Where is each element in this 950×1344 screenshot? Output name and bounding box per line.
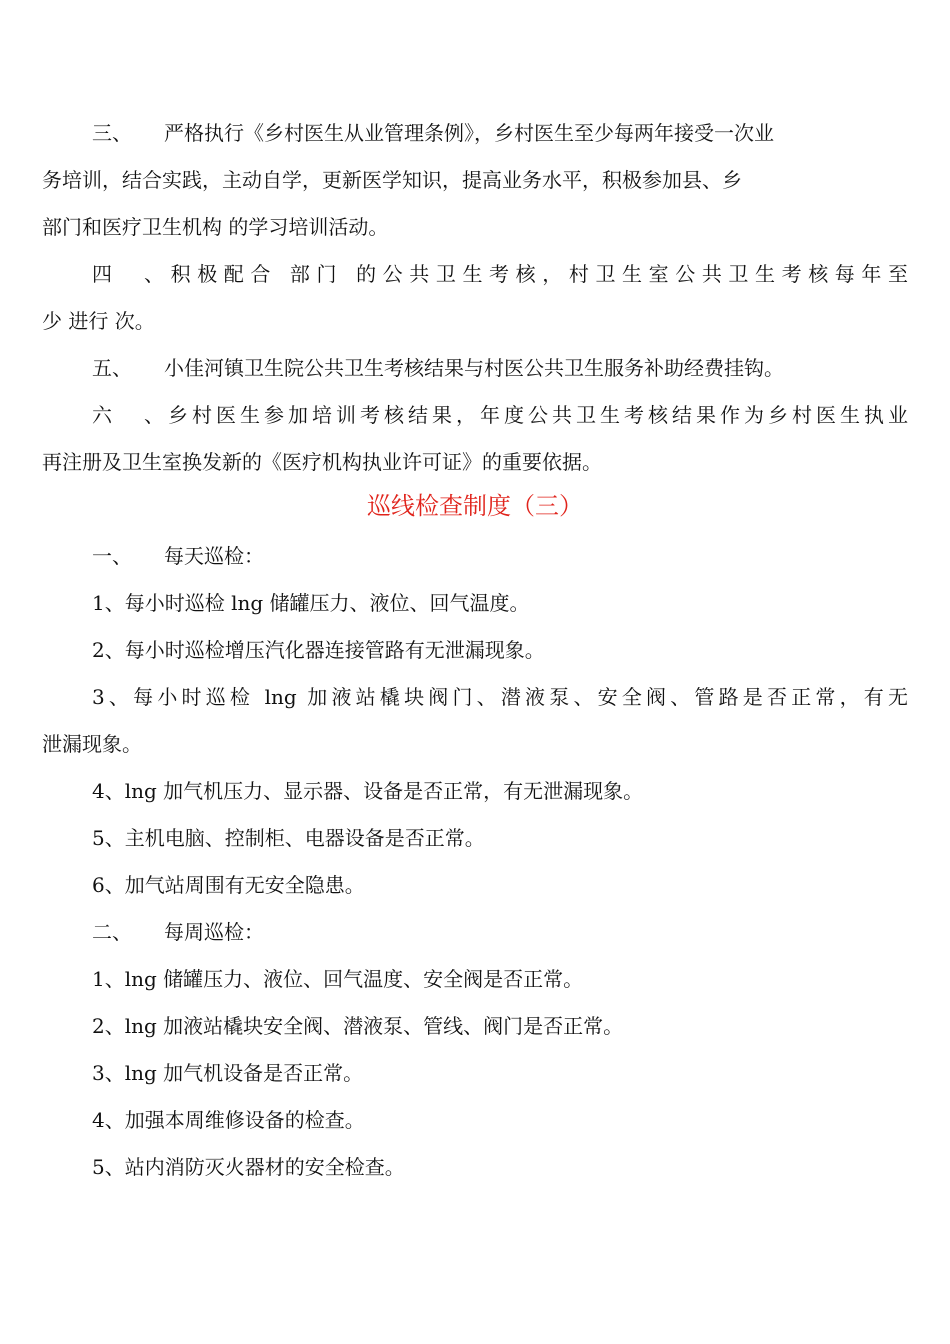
paragraph-text: 乡村医生参加培训考核结果，年度公共卫生考核结果作为乡村医生执业 xyxy=(164,403,908,427)
daily-item-2: 2、每小时巡检增压汽化器连接管路有无泄漏现象。 xyxy=(92,638,545,662)
weekly-item-1: 1、lng 储罐压力、液位、回气温度、安全阀是否正常。 xyxy=(92,967,584,991)
paragraph-text: 严格执行《乡村医生从业管理条例》，乡村医生至少每两年接受一次业 xyxy=(164,121,774,145)
paragraph-5-line-1 xyxy=(92,353,908,383)
daily-item-6: 6、加气站周围有无安全隐患。 xyxy=(92,873,365,897)
daily-heading xyxy=(92,541,908,571)
paragraph-number: 六、 xyxy=(92,403,164,427)
paragraph-3-line-1 xyxy=(92,118,908,148)
paragraph-number: 五、 xyxy=(92,356,132,380)
daily-item-3-line-2: 泄漏现象。 xyxy=(42,732,142,756)
weekly-heading xyxy=(92,917,908,947)
section-title: 巡线检查制度（三） xyxy=(367,492,583,520)
section-number: 一、 xyxy=(92,544,132,568)
paragraph-text: 积极配合 部门 的公共卫生考核，村卫生室公共卫生考核每年至 xyxy=(164,262,908,286)
paragraph-6-line-2: 再注册及卫生室换发新的《医疗机构执业许可证》的重要依据。 xyxy=(42,450,602,474)
daily-item-1: 1、每小时巡检 lng 储罐压力、液位、回气温度。 xyxy=(92,591,530,615)
section-heading-text: 每周巡检： xyxy=(164,920,264,944)
paragraph-3-line-2: 务培训，结合实践，主动自学，更新医学知识，提高业务水平，积极参加县、乡 xyxy=(42,168,742,192)
paragraph-6-line-1 xyxy=(92,400,908,430)
paragraph-number: 四、 xyxy=(92,262,164,286)
weekly-item-2: 2、lng 加液站橇块安全阀、潜液泵、管线、阀门是否正常。 xyxy=(92,1014,624,1038)
paragraph-3-line-3: 部门和医疗卫生机构 的学习培训活动。 xyxy=(42,215,389,239)
section-number: 二、 xyxy=(92,920,132,944)
paragraph-4-line-1 xyxy=(92,259,908,289)
daily-item-4: 4、lng 加气机压力、显示器、设备是否正常，有无泄漏现象。 xyxy=(92,779,644,803)
daily-item-3-line-1: 3、每小时巡检 lng 加液站橇块阀门、潜液泵、安全阀、管路是否正常，有无 xyxy=(92,685,908,709)
paragraph-number: 三、 xyxy=(92,121,132,145)
paragraph-4-line-2: 少 进行 次。 xyxy=(42,309,155,333)
weekly-item-4: 4、加强本周维修设备的检查。 xyxy=(92,1108,365,1132)
weekly-item-5: 5、站内消防灭火器材的安全检查。 xyxy=(92,1155,405,1179)
daily-item-5: 5、主机电脑、控制柜、电器设备是否正常。 xyxy=(92,826,485,850)
paragraph-text: 小佳河镇卫生院公共卫生考核结果与村医公共卫生服务补助经费挂钩。 xyxy=(164,356,784,380)
section-heading-text: 每天巡检： xyxy=(164,544,264,568)
weekly-item-3: 3、lng 加气机设备是否正常。 xyxy=(92,1061,364,1085)
